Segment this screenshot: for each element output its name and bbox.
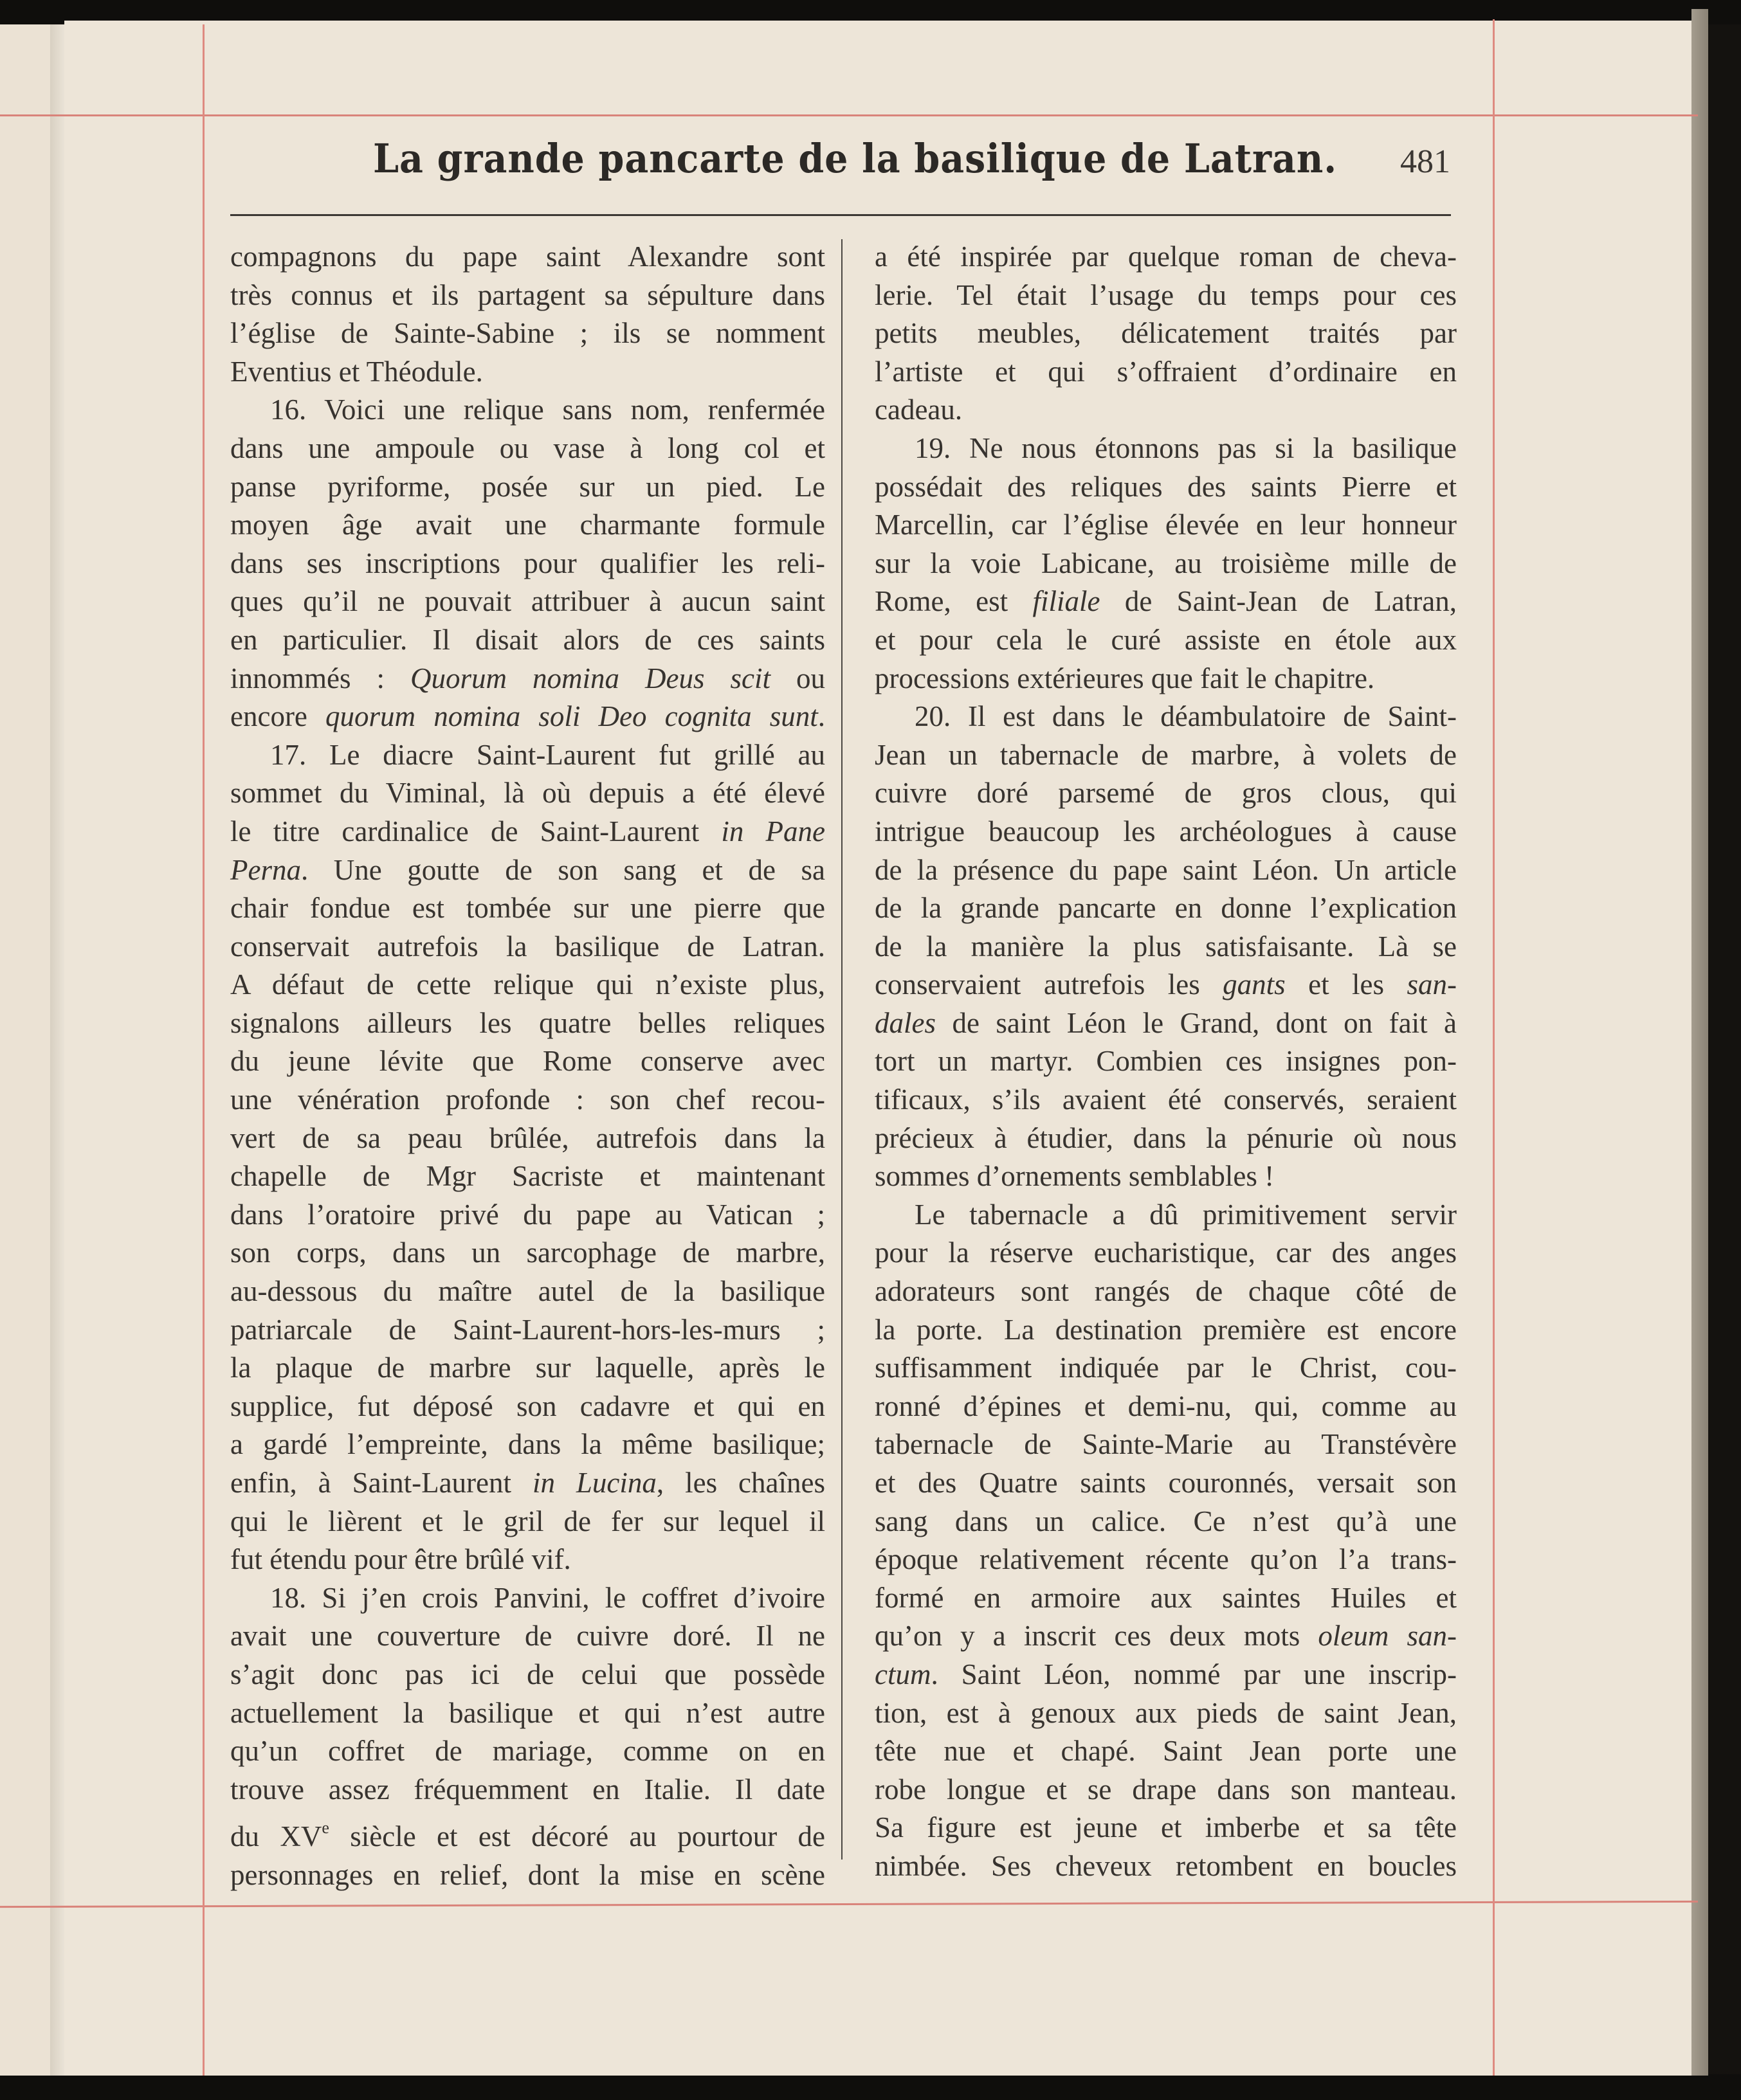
text-line <box>875 889 1457 928</box>
text-line <box>230 468 825 507</box>
text-line <box>875 391 1457 430</box>
book-fore-edge <box>1691 9 1708 2076</box>
column-divider <box>841 239 843 1860</box>
line-text: la porte. La destination première est encore <box>875 1313 1457 1346</box>
line-text: Marcellin, car l’église élevée en leur honneur <box>875 509 1457 541</box>
line-text: fut étendu pour être brûlé vif. <box>230 1543 571 1576</box>
line-text: patriarcale de Saint-Laurent-hors-les-murs ; <box>230 1313 825 1346</box>
line-text: moyen âge avait une charmante formule <box>230 509 825 541</box>
line-text: de la présence du pape saint Léon. Un article <box>875 853 1457 886</box>
italic-phrase: in Lucina <box>532 1467 657 1499</box>
text-line <box>875 1119 1457 1158</box>
text-line <box>875 660 1457 698</box>
text-line <box>875 1234 1457 1272</box>
line-text: ques qu’il ne pouvait attribuer à aucun saint <box>230 585 825 618</box>
line-text: innommés : <box>230 662 411 694</box>
text-line <box>875 774 1457 813</box>
line-text: suffisamment indiquée par le Christ, cou- <box>875 1352 1457 1384</box>
text-line <box>230 1771 825 1809</box>
text-line <box>875 1081 1457 1119</box>
text-line <box>230 621 825 660</box>
line-text: enfin, à Saint-Laurent <box>230 1467 533 1499</box>
line-text: Eventius et Théodule. <box>230 355 483 388</box>
text-line <box>875 506 1457 545</box>
text-line <box>230 583 825 621</box>
line-text: supplice, fut déposé son cadavre et qui en <box>230 1389 825 1422</box>
line-text: Jean un tabernacle de marbre, à volets de <box>875 738 1457 771</box>
line-text: et les <box>1285 968 1407 1001</box>
text-line <box>875 966 1457 1004</box>
line-text: tificaux, s’ils avaient été conservés, seraient <box>875 1083 1457 1116</box>
line-text: A défaut de cette relique qui n’existe plus, <box>230 968 825 1001</box>
text-line <box>875 1042 1457 1081</box>
line-text: nimbée. Ses cheveux retombent en boucles <box>875 1849 1457 1882</box>
text-line <box>230 660 825 698</box>
line-text: Le tabernacle a dû primitivement servir <box>915 1198 1457 1231</box>
line-text: de la manière la plus satisfaisante. Là se <box>875 930 1457 963</box>
text-line <box>230 1388 825 1426</box>
text-line <box>230 966 825 1004</box>
line-text: son corps, dans un sarcophage de marbre, <box>230 1236 825 1269</box>
line-text: s’agit donc pas ici de celui que possède <box>230 1658 825 1690</box>
text-line <box>230 698 825 736</box>
italic-phrase: in Pane <box>721 815 825 847</box>
text-line <box>230 1004 825 1043</box>
line-text: sur la voie Labicane, au troisième mille de <box>875 547 1457 579</box>
text-line <box>230 1234 825 1272</box>
text-line <box>875 430 1457 468</box>
line-text: possédait des reliques des saints Pierre et <box>875 470 1457 503</box>
text-line <box>875 1349 1457 1388</box>
text-line <box>875 1388 1457 1426</box>
line-text: a été inspirée par quelque roman de cheva- <box>875 240 1457 273</box>
text-line <box>875 1579 1457 1618</box>
text-line <box>230 1464 825 1503</box>
line-text: processions extérieures que fait le chapitre. <box>875 662 1375 694</box>
line-text: 16. Voici une relique sans nom, renfermée <box>270 394 825 426</box>
line-text: vert de sa peau brûlée, autrefois dans la <box>230 1121 825 1154</box>
text-line <box>875 1656 1457 1694</box>
line-text: chair fondue est tombée sur une pierre que <box>230 892 825 925</box>
text-line <box>875 276 1457 315</box>
line-text: au-dessous du maître autel de la basilique <box>230 1275 825 1308</box>
line-text: époque relativement récente qu’on l’a trans- <box>875 1543 1457 1576</box>
italic-phrase: dales <box>875 1006 936 1039</box>
line-text: qu’un coffret de mariage, comme on en <box>230 1735 825 1768</box>
line-text: qui le lièrent et le gril de fer sur lequel il <box>230 1505 825 1537</box>
line-text: sommes d’ornements semblables ! <box>875 1160 1275 1193</box>
text-line <box>875 1311 1457 1350</box>
italic-phrase: san- <box>1407 968 1457 1001</box>
line-text: 18. Si j’en crois Panvini, le coffret d’ivoire <box>270 1581 825 1614</box>
header-rule <box>230 214 1451 216</box>
text-line <box>875 545 1457 583</box>
line-text: . Une goutte de son sang et de sa <box>300 853 825 886</box>
text-line <box>230 1157 825 1196</box>
text-line <box>230 1349 825 1388</box>
italic-phrase: ctum <box>875 1658 931 1690</box>
line-text: personnages en relief, dont la mise en scène <box>230 1858 825 1891</box>
text-line <box>875 1541 1457 1579</box>
text-line <box>230 1856 825 1895</box>
text-line <box>875 698 1457 736</box>
line-text: tort un martyr. Combien ces insignes pon- <box>875 1045 1457 1078</box>
text-line <box>230 774 825 813</box>
text-line <box>230 506 825 545</box>
line-text: siècle et est décoré au pourtour de <box>329 1820 825 1853</box>
line-text: formé en armoire aux saintes Huiles et <box>875 1581 1457 1614</box>
scan-background-bottom <box>0 2074 1741 2100</box>
line-text: panse pyriforme, posée sur un pied. Le <box>230 470 825 503</box>
line-text: dans l’oratoire privé du pape au Vatican ; <box>230 1198 825 1231</box>
text-line <box>875 621 1457 660</box>
line-text: du jeune lévite que Rome conserve avec <box>230 1045 825 1078</box>
italic-phrase: quorum nomina soli Deo cognita sunt <box>325 700 818 733</box>
red-rule-left <box>203 24 205 2076</box>
line-text: encore <box>230 700 326 733</box>
text-line <box>875 1272 1457 1311</box>
text-line <box>875 468 1457 507</box>
line-text: trouve assez fréquemment en Italie. Il date <box>230 1773 825 1806</box>
line-text: a gardé l’empreinte, dans la même basilique; <box>230 1428 825 1461</box>
line-text: compagnons du pape saint Alexandre sont <box>230 240 825 273</box>
line-text: en particulier. Il disait alors de ces saints <box>230 623 825 656</box>
text-line <box>230 889 825 928</box>
text-line <box>230 1272 825 1311</box>
italic-phrase: oleum san- <box>1318 1620 1457 1652</box>
line-text: robe longue et se drape dans son manteau. <box>875 1773 1457 1806</box>
text-line <box>230 276 825 315</box>
text-line <box>230 1311 825 1350</box>
text-line <box>875 1196 1457 1235</box>
line-text: et des Quatre saints couronnés, versait son <box>875 1467 1457 1499</box>
line-text: Sa figure est jeune et imberbe et sa tête <box>875 1811 1457 1844</box>
line-text: 19. Ne nous étonnons pas si la basilique <box>915 431 1457 464</box>
line-text: Rome, est <box>875 585 1033 618</box>
text-line <box>230 1656 825 1694</box>
line-text: 20. Il est dans le déambulatoire de Saint- <box>915 700 1457 733</box>
text-column-right <box>875 238 1457 1886</box>
page-number: 481 <box>1400 143 1450 180</box>
italic-phrase: gants <box>1223 968 1286 1001</box>
line-text: tête nue et chapé. Saint Jean porte une <box>875 1735 1457 1768</box>
text-line <box>875 851 1457 890</box>
line-text: petits meubles, délicatement traités par <box>875 317 1457 350</box>
text-line <box>230 1694 825 1733</box>
italic-phrase: filiale <box>1032 585 1100 618</box>
line-text: le titre cardinalice de Saint-Laurent <box>230 815 722 847</box>
line-text: signalons ailleurs les quatre belles reliques <box>230 1006 825 1039</box>
text-line <box>875 1694 1457 1733</box>
text-line <box>230 545 825 583</box>
line-text: l’artiste et qui s’offraient d’ordinaire en <box>875 355 1457 388</box>
line-text: cadeau. <box>875 394 963 426</box>
line-text: de la grande pancarte en donne l’explication <box>875 892 1457 925</box>
text-line <box>230 813 825 851</box>
line-text: sang dans un calice. Ce n’est qu’à une <box>875 1505 1457 1537</box>
text-line <box>230 851 825 890</box>
text-line <box>875 1771 1457 1809</box>
text-line <box>230 1426 825 1464</box>
italic-phrase: Perna <box>230 853 301 886</box>
text-line <box>230 353 825 392</box>
text-line <box>230 736 825 775</box>
text-line <box>230 1119 825 1158</box>
line-text: une vénération profonde : son chef recou- <box>230 1083 825 1116</box>
italic-phrase: Quorum nomina Deus scit <box>410 662 771 694</box>
text-line <box>230 1081 825 1119</box>
line-text: . <box>817 700 825 733</box>
text-line <box>875 1617 1457 1656</box>
line-text: intrigue beaucoup les archéologues à cause <box>875 815 1457 847</box>
text-line <box>875 1809 1457 1847</box>
line-text: très connus et ils partagent sa sépulture dans <box>230 278 825 311</box>
line-text: dans ses inscriptions pour qualifier les reli- <box>230 547 825 579</box>
text-line <box>875 1732 1457 1771</box>
text-column-left <box>230 238 825 1895</box>
line-text: de Saint-Jean de Latran, <box>1100 585 1457 618</box>
text-line <box>875 583 1457 621</box>
line-text: de saint Léon le Grand, dont on fait à <box>936 1006 1457 1039</box>
line-text: dans une ampoule ou vase à long col et <box>230 431 825 464</box>
running-header <box>334 129 1454 186</box>
text-line <box>875 813 1457 851</box>
running-title: La grande pancarte de la basilique de Latran. <box>373 135 1338 182</box>
red-rule-right <box>1493 19 1495 2076</box>
line-text: ronné d’épines et demi-nu, qui, comme au <box>875 1389 1457 1422</box>
previous-page-edge <box>0 24 51 2076</box>
text-line <box>875 1847 1457 1886</box>
text-line <box>230 1196 825 1235</box>
line-text: précieux à étudier, dans la pénurie où nous <box>875 1121 1457 1154</box>
line-text: conservaient autrefois les <box>875 968 1223 1001</box>
text-line <box>875 1426 1457 1464</box>
line-text: la plaque de marbre sur laquelle, après le <box>230 1352 825 1384</box>
line-text: adorateurs sont rangés de chaque côté de <box>875 1275 1457 1308</box>
line-text: lerie. Tel était l’usage du temps pour ces <box>875 278 1457 311</box>
superscript: e <box>322 1818 329 1838</box>
text-line <box>230 430 825 468</box>
text-line <box>875 238 1457 276</box>
text-line <box>230 1541 825 1579</box>
text-line <box>230 314 825 353</box>
line-text: avait une couverture de cuivre doré. Il ne <box>230 1620 825 1652</box>
line-text: 17. Le diacre Saint-Laurent fut grillé au <box>270 738 825 771</box>
text-line <box>230 391 825 430</box>
line-text: et pour cela le curé assiste en étole aux <box>875 623 1457 656</box>
text-line <box>875 736 1457 775</box>
text-line <box>875 1503 1457 1541</box>
line-text: chapelle de Mgr Sacriste et maintenant <box>230 1160 825 1193</box>
line-text: actuellement la basilique et qui n’est autre <box>230 1696 825 1729</box>
text-line <box>875 1004 1457 1043</box>
text-line <box>230 1503 825 1541</box>
line-text: pour la réserve eucharistique, car des anges <box>875 1236 1457 1269</box>
text-line <box>230 1809 825 1856</box>
text-line <box>875 353 1457 392</box>
line-text: tion, est à genoux aux pieds de saint Jean, <box>875 1696 1457 1729</box>
line-text: . Saint Léon, nommé par une inscrip- <box>931 1658 1457 1690</box>
text-line <box>230 1617 825 1656</box>
line-text: tabernacle de Sainte-Marie au Transtévère <box>875 1428 1457 1461</box>
binding-gutter <box>50 24 66 2076</box>
line-text: cuivre doré parsemé de gros clous, qui <box>875 777 1457 810</box>
line-text: du XV <box>230 1820 322 1853</box>
text-line <box>875 1464 1457 1503</box>
line-text: qu’on y a inscrit ces deux mots <box>875 1620 1318 1652</box>
text-line <box>230 1732 825 1771</box>
line-text: sommet du Viminal, là où depuis a été élevé <box>230 777 825 810</box>
text-line <box>875 1157 1457 1196</box>
text-line <box>230 238 825 276</box>
text-line <box>875 928 1457 966</box>
text-line <box>230 1579 825 1618</box>
line-text: l’église de Sainte-Sabine ; ils se nomment <box>230 317 825 350</box>
line-text: , les chaînes <box>656 1467 825 1499</box>
text-line <box>875 314 1457 353</box>
line-text: conservait autrefois la basilique de Latran. <box>230 930 825 963</box>
red-rule-top <box>0 114 1698 116</box>
line-text: ou <box>770 662 826 694</box>
text-line <box>230 1042 825 1081</box>
text-line <box>230 928 825 966</box>
